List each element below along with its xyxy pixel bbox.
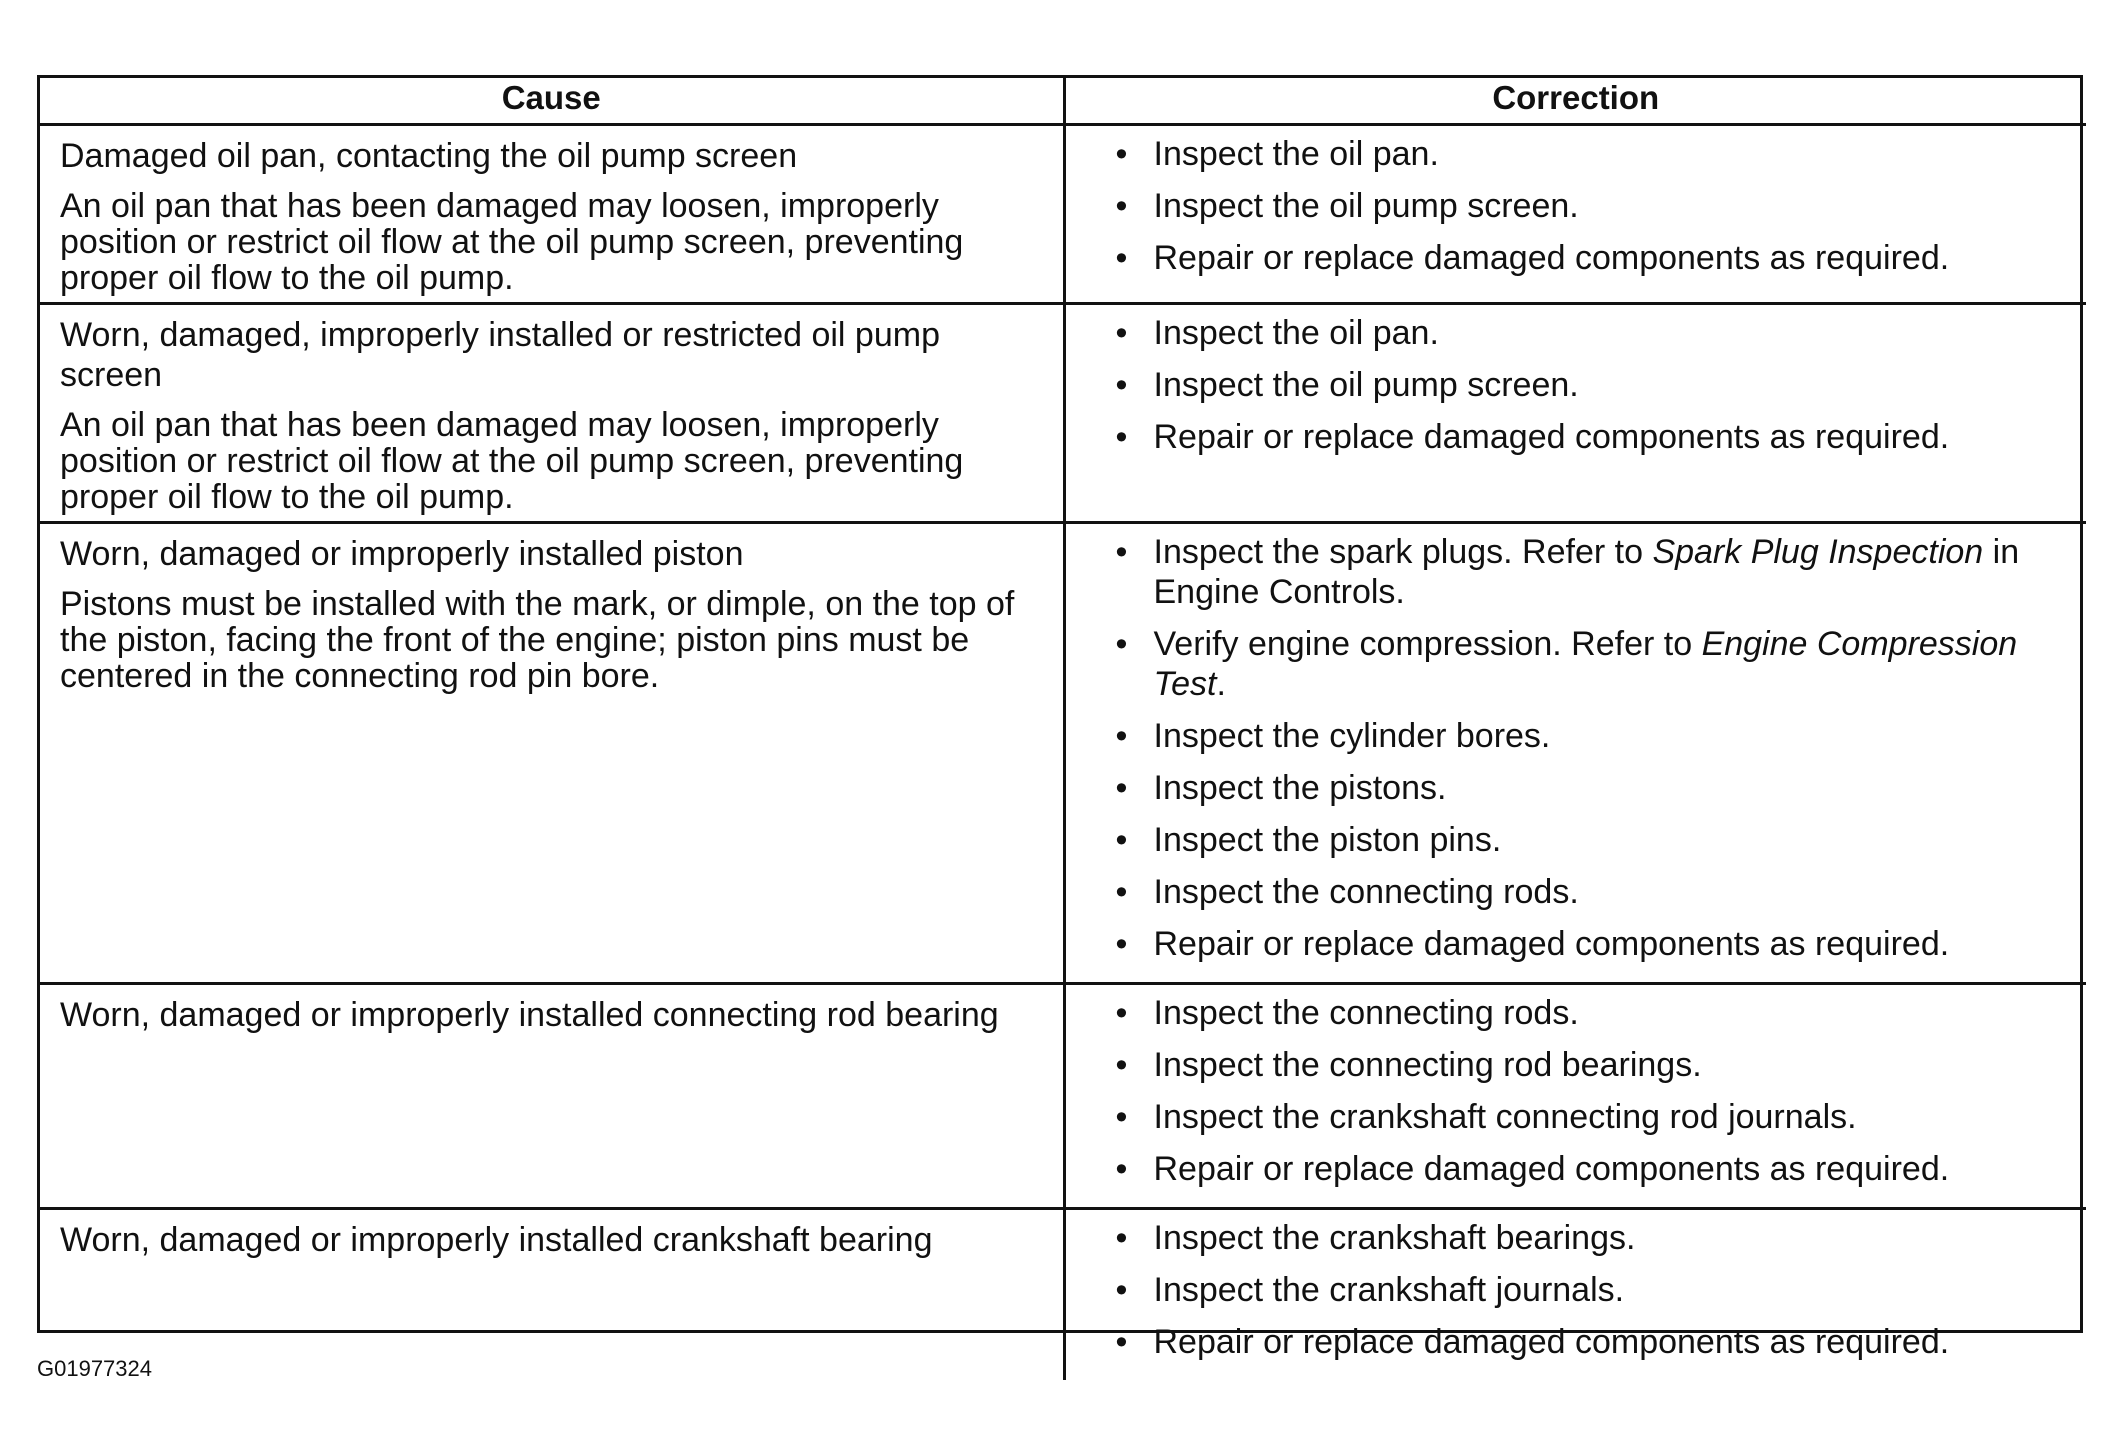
correction-item (1116, 532, 2079, 612)
correction-item (1116, 1149, 2079, 1189)
correction-text: Verify engine compression. Refer to (1153, 624, 1702, 663)
correction-item (1116, 993, 2079, 1033)
correction-text: Inspect the crankshaft bearings. (1153, 1218, 1636, 1257)
correction-text: Inspect the oil pump screen. (1153, 186, 1579, 225)
correction-item (1116, 417, 2079, 457)
table-row (40, 303, 2086, 522)
correction-text: Inspect the connecting rod bearings. (1153, 1045, 1702, 1084)
correction-item (1116, 924, 2079, 964)
cause-title: Worn, damaged or improperly installed connecting rod bearing (60, 995, 999, 1034)
correction-item (1116, 1097, 2079, 1137)
correction-item (1116, 1218, 2079, 1258)
table-row (40, 983, 2086, 1208)
correction-text: Inspect the crankshaft connecting rod journals. (1153, 1097, 1857, 1136)
correction-reference: Engine Compression Test (1153, 624, 2018, 703)
correction-item (1116, 186, 2079, 226)
correction-text: Inspect the spark plugs. Refer to (1153, 532, 1653, 571)
cause-title: Worn, damaged, improperly installed or restricted oil pump screen (60, 315, 940, 394)
correction-text: Inspect the pistons. (1153, 768, 1447, 807)
correction-text: Inspect the oil pan. (1153, 313, 1439, 352)
correction-item (1116, 716, 2079, 756)
cause-title: Damaged oil pan, contacting the oil pump screen (60, 136, 798, 175)
figure-id: G01977324 (37, 1356, 152, 1381)
diagnosis-table (40, 78, 2086, 1380)
correction-list (1116, 1218, 2079, 1362)
correction-list (1116, 993, 2079, 1189)
cause-detail: An oil pan that has been damaged may loosen, improperly position or restrict oil flow at the oil pump screen, preventing proper oil flow to the oil pump. (60, 405, 964, 516)
correction-cell (1064, 522, 2086, 983)
correction-text: Inspect the crankshaft journals. (1153, 1270, 1625, 1309)
table-body (40, 124, 2086, 1380)
correction-text: Inspect the piston pins. (1153, 820, 1502, 859)
cause-title: Worn, damaged or improperly installed crankshaft bearing (60, 1220, 933, 1259)
correction-reference: Spark Plug Inspection (1652, 532, 1984, 571)
correction-text: Inspect the oil pump screen. (1153, 365, 1579, 404)
correction-item (1116, 134, 2079, 174)
table-header-row (40, 78, 2086, 124)
correction-item (1116, 624, 2079, 704)
correction-text: Repair or replace damaged components as required. (1153, 1322, 1950, 1361)
cause-column-header: Cause (40, 78, 1064, 124)
correction-text: Repair or replace damaged components as required. (1153, 238, 1950, 277)
correction-column-header: Correction (1064, 78, 2086, 124)
correction-text: Repair or replace damaged components as required. (1153, 417, 1950, 456)
correction-text: Inspect the cylinder bores. (1153, 716, 1551, 755)
cause-cell (40, 124, 1064, 303)
correction-item (1116, 1270, 2079, 1310)
correction-item (1116, 1045, 2079, 1085)
correction-item (1116, 313, 2079, 353)
table-row (40, 522, 2086, 983)
correction-item (1116, 1322, 2079, 1362)
correction-cell (1064, 303, 2086, 522)
correction-cell (1064, 983, 2086, 1208)
correction-cell (1064, 1208, 2086, 1380)
correction-list (1116, 134, 2079, 278)
correction-text: Inspect the oil pan. (1153, 134, 1439, 173)
correction-text: Inspect the connecting rods. (1153, 993, 1579, 1032)
cause-cell (40, 522, 1064, 983)
correction-item (1116, 365, 2079, 405)
cause-detail: Pistons must be installed with the mark, or dimple, on the top of the piston, facing the front of the engine; piston pins must be centered in the connecting rod pin bore. (60, 584, 1015, 695)
correction-item (1116, 238, 2079, 278)
correction-item (1116, 820, 2079, 860)
table-row (40, 1208, 2086, 1380)
correction-list (1116, 313, 2079, 457)
cause-cell (40, 983, 1064, 1208)
correction-item (1116, 768, 2079, 808)
cause-cell (40, 1208, 1064, 1380)
cause-title: Worn, damaged or improperly installed piston (60, 534, 744, 573)
correction-item (1116, 872, 2079, 912)
correction-text: Inspect the connecting rods. (1153, 872, 1579, 911)
correction-text: Repair or replace damaged components as required. (1153, 1149, 1950, 1188)
correction-suffix: . (1216, 664, 1226, 703)
table-row (40, 124, 2086, 303)
diagnosis-table-frame (37, 75, 2083, 1361)
cause-cell (40, 303, 1064, 522)
correction-text: Repair or replace damaged components as required. (1153, 924, 1950, 963)
correction-suffix: in Engine Controls. (1153, 532, 2020, 611)
correction-list (1116, 532, 2079, 964)
cause-detail: An oil pan that has been damaged may loosen, improperly position or restrict oil flow at the oil pump screen, preventing proper oil flow to the oil pump. (60, 186, 964, 297)
correction-cell (1064, 124, 2086, 303)
